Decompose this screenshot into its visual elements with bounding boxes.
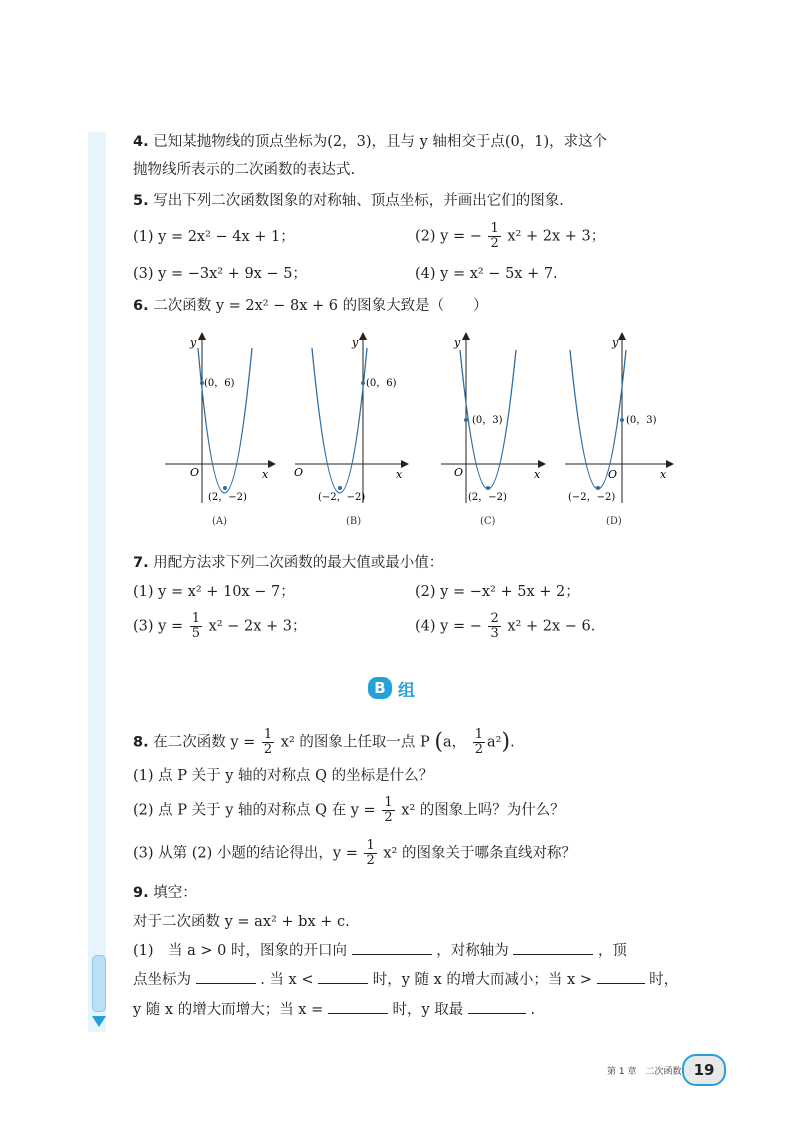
blank-opening-direction[interactable] xyxy=(352,940,432,955)
q4-line-2 xyxy=(133,159,355,181)
graph-c-label: (C) xyxy=(480,516,496,527)
fraction: $\frac{1}{2}$ xyxy=(366,838,375,868)
vertex-label: (2，−2) xyxy=(208,492,247,503)
y-label: y xyxy=(190,336,197,349)
intercept-point xyxy=(620,418,624,422)
q9-line xyxy=(133,882,197,904)
q9-text: 填空： xyxy=(153,885,197,901)
vertex-label: (−2，−2) xyxy=(568,492,616,503)
q5-part-4: (4) y = x² − 5x + 7. xyxy=(415,266,558,282)
origin-label: O xyxy=(608,468,618,481)
page-margin-band xyxy=(88,132,106,1032)
q8-part-2: (2) 点 P 关于 y 轴的对称点 Q 在 y = $\frac{1}{2}$ x² 的图象上吗？为什么？ xyxy=(133,795,565,825)
y-label: y xyxy=(352,336,359,349)
point-label: (0，6) xyxy=(204,378,235,389)
q5-number: 5. xyxy=(133,193,149,209)
q9-line-2: 点坐标为 . 当 x < 时，y 随 x 的增大而减小；当 x > 时， xyxy=(133,969,678,991)
q5-line xyxy=(133,190,564,212)
q5-part-3: (3) y = −3x² + 9x − 5； xyxy=(133,266,307,282)
fraction: $\frac{1}{5}$ xyxy=(191,611,200,641)
q5-text: 写出下列二次函数图象的对称轴、顶点坐标，并画出它们的图象. xyxy=(153,193,564,209)
q4-line-1 xyxy=(133,131,607,153)
fraction: $\frac{1}{2}$ xyxy=(490,221,499,251)
parabola-curve xyxy=(312,348,367,493)
point-label: (0，3) xyxy=(472,415,503,426)
origin-label: O xyxy=(454,466,464,479)
blank-vertex[interactable] xyxy=(196,969,256,984)
graph-b-label: (B) xyxy=(346,516,362,527)
y-label: y xyxy=(454,336,461,349)
q4-text-2: 抛物线所表示的二次函数的表达式. xyxy=(133,162,356,178)
vertex-point xyxy=(338,486,342,490)
x-label: x xyxy=(396,468,403,481)
intercept-point xyxy=(464,418,468,422)
q5-part-1: (1) y = 2x² − 4x + 1； xyxy=(133,229,295,245)
q6-line xyxy=(133,295,488,317)
fraction: $\frac{2}{3}$ xyxy=(490,611,499,641)
q9-line-1: (1) 当 a > 0 时，图象的开口向 ，对称轴为 ，顶 xyxy=(133,940,627,962)
blank-extreme[interactable] xyxy=(468,999,526,1014)
vertex-point xyxy=(596,486,600,490)
fraction: $\frac{1}{2}$ xyxy=(474,727,483,757)
q7-part-4: (4) y = − $\frac{2}{3}$ x² + 2x − 6. xyxy=(415,611,596,641)
q8-number: 8. xyxy=(133,734,149,751)
q9-intro: 对于二次函数 y = ax² + bx + c. xyxy=(133,914,350,930)
section-b-title: 组 xyxy=(398,680,415,701)
vertex-label: (2，−2) xyxy=(468,492,507,503)
q9-line-3: y 随 x 的增大而增大；当 x = 时，y 取最 . xyxy=(133,999,535,1021)
origin-label: O xyxy=(294,466,304,479)
q8-part-1: (1) 点 P 关于 y 轴的对称点 Q 的坐标是什么？ xyxy=(133,768,434,784)
graph-a-label: (A) xyxy=(212,516,228,527)
fraction: $\frac{1}{2}$ xyxy=(263,727,273,757)
q7-part-3: (3) y = $\frac{1}{5}$ x² − 2x + 3； xyxy=(133,611,307,641)
x-label: x xyxy=(262,468,269,481)
q7-number: 7. xyxy=(133,555,149,571)
footer-chapter: 第 1 章 二次函数 xyxy=(607,1067,682,1077)
section-b-heading xyxy=(368,676,415,700)
graph-d xyxy=(560,328,678,508)
x-label: x xyxy=(660,468,667,481)
q8-line: 8. 在二次函数 y = $\frac{1}{2}$ x² 的图象上任取一点 P (a， $\frac{1}{2}$ a²). xyxy=(133,727,515,757)
point-label: (0，6) xyxy=(366,378,397,389)
graph-d-label: (D) xyxy=(606,516,622,527)
y-label: y xyxy=(612,336,619,349)
vertex-point xyxy=(486,486,490,490)
q4-text-1: 已知某抛物线的顶点坐标为(2，3)，且与 y 轴相交于点(0，1)，求这个 xyxy=(153,134,608,150)
origin-label: O xyxy=(190,466,200,479)
section-b-badge: B xyxy=(368,677,392,699)
vertex-point xyxy=(223,486,227,490)
graph-a xyxy=(160,328,280,508)
page-tab-marker xyxy=(92,955,106,1012)
x-label: x xyxy=(534,468,541,481)
blank-x-equal[interactable] xyxy=(328,999,388,1014)
q5-part-2: (2) y = − $\frac{1}{2}$ x² + 2x + 3； xyxy=(415,221,606,251)
graph-b xyxy=(290,328,415,508)
q7-part-1: (1) y = x² + 10x − 7； xyxy=(133,584,295,600)
q4-number: 4. xyxy=(133,134,149,150)
vertex-label: (−2，−2) xyxy=(318,492,366,503)
blank-x-less[interactable] xyxy=(318,969,368,984)
blank-x-greater[interactable] xyxy=(597,969,645,984)
q8-part-3: (3) 从第 (2) 小题的结论得出，y = $\frac{1}{2}$ x² 的图象关于哪条直线对称？ xyxy=(133,838,576,868)
q7-text: 用配方法求下列二次函数的最大值或最小值： xyxy=(153,555,444,571)
q6-number: 6. xyxy=(133,298,149,314)
graph-c xyxy=(436,328,551,508)
q7-line xyxy=(133,552,443,574)
parabola-curve xyxy=(570,350,626,489)
q9-number: 9. xyxy=(133,885,149,901)
intercept-point xyxy=(361,381,365,385)
blank-axis[interactable] xyxy=(513,940,593,955)
fraction: $\frac{1}{2}$ xyxy=(384,795,393,825)
q6-text: 二次函数 y = 2x² − 8x + 6 的图象大致是（ ） xyxy=(153,298,488,314)
down-arrow-icon xyxy=(92,1016,106,1027)
page-number: 19 xyxy=(682,1054,726,1086)
q7-part-2: (2) y = −x² + 5x + 2； xyxy=(415,584,580,600)
parabola-curve xyxy=(198,348,252,493)
point-label: (0，3) xyxy=(626,415,657,426)
